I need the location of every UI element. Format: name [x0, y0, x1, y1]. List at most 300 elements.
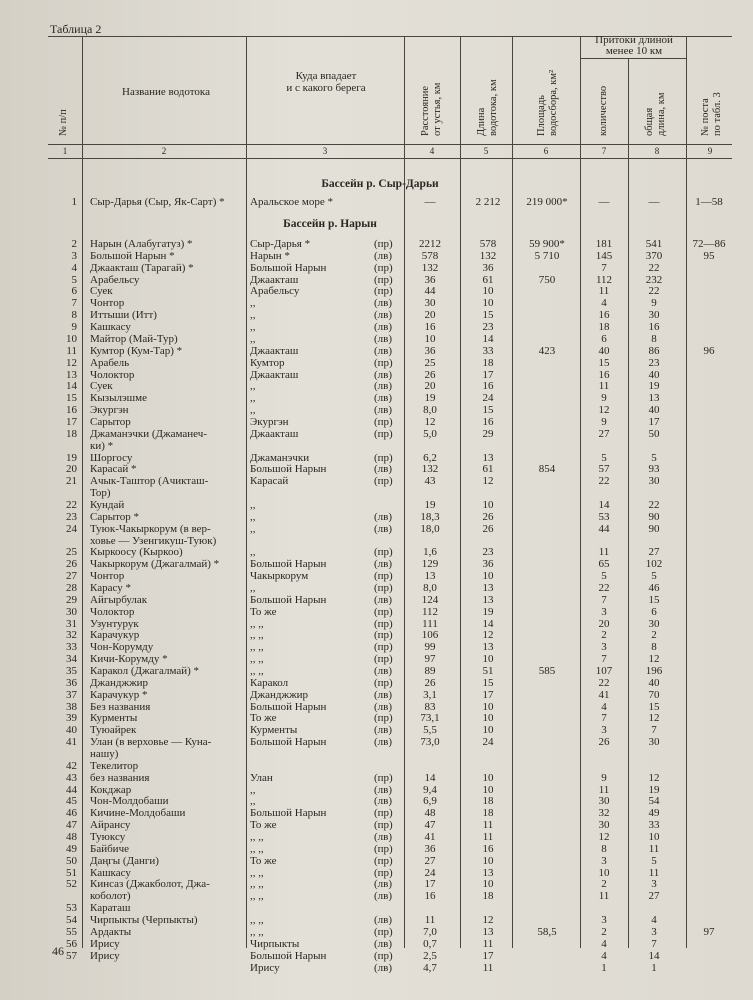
cell-dist: 83: [424, 700, 436, 713]
cell-dist: 5,0: [423, 427, 437, 440]
table-row: [0, 196, 753, 208]
cell-dist: 106: [421, 629, 439, 642]
cell-name: Кинсаз (Джакболот, Джа-: [90, 878, 210, 891]
cell-side: (пр): [374, 261, 393, 274]
cell-count: 2: [601, 878, 607, 891]
cell-count: 18: [598, 321, 610, 333]
cell-len: 24: [482, 736, 494, 749]
cell-name: Сарытор: [90, 415, 131, 428]
header-area-1: Площадь: [536, 95, 547, 136]
cell-len: 13: [482, 925, 494, 938]
cell-len: 23: [482, 321, 494, 333]
cell-total-length: 11: [648, 866, 660, 879]
table-row: [0, 463, 753, 475]
table-row: [0, 760, 753, 772]
cell-into: Джаакташ: [250, 273, 299, 286]
colnum-4: 4: [429, 146, 435, 156]
table-row: [0, 606, 753, 618]
cell-side: (лв): [374, 878, 393, 891]
cell-total-length: 27: [648, 890, 660, 903]
cell-no: 31: [66, 617, 77, 630]
cell-side: (пр): [374, 842, 393, 855]
header-dist-2: от устья, км: [432, 82, 443, 136]
cell-len: 14: [482, 617, 494, 630]
cell-no: 32: [66, 629, 77, 642]
cell-into: Большой Нарын: [250, 700, 327, 713]
cell-side: (лв): [374, 368, 393, 381]
table-row: [0, 333, 753, 345]
cell-no: 56: [66, 937, 77, 950]
cell-total-length: 30: [648, 475, 660, 488]
cell-post: 72—86: [692, 238, 726, 250]
cell-count: 9: [601, 392, 607, 405]
cell-count: 22: [598, 581, 610, 594]
cell-into: Карасай: [250, 475, 289, 488]
cell-count: 26: [598, 736, 610, 749]
cell-count: 11: [598, 380, 610, 393]
cell-count: 6: [601, 332, 607, 345]
table-row: [0, 653, 753, 665]
cell-no: 24: [66, 522, 77, 535]
cell-total-length: 19: [648, 380, 660, 393]
header-post-1: № поста: [700, 98, 711, 136]
cell-name: Иттыши (Итт): [90, 309, 157, 322]
cell-len: 10: [482, 498, 494, 511]
cell-side: (лв): [374, 249, 393, 262]
cell-side: (пр): [374, 570, 393, 583]
cell-count: 9: [601, 415, 607, 428]
cell-into: Улан: [250, 771, 273, 784]
cell-name: Байбиче: [90, 842, 129, 855]
cell-dist: 36: [424, 273, 436, 286]
cell-no: 15: [66, 392, 77, 405]
cell-len: 15: [482, 309, 494, 322]
cell-into: ,,: [250, 510, 256, 523]
cell-name: Арабельсу: [90, 273, 140, 286]
cell-no: 57: [66, 949, 77, 962]
cell-total-length: 11: [648, 842, 660, 855]
cell-dist: 27: [424, 854, 436, 867]
cell-total-length: 30: [648, 617, 660, 630]
cell-no: 42: [66, 759, 77, 772]
header-len-2: водотока, км: [488, 79, 499, 136]
cell-dist: 26: [424, 368, 436, 381]
cell-no: 21: [66, 475, 77, 488]
cell-area: 5 710: [534, 249, 560, 262]
cell-side: (лв): [374, 332, 393, 345]
cell-into: Экургэн: [250, 415, 289, 428]
cell-side: (пр): [374, 676, 393, 689]
cell-side: (пр): [374, 653, 393, 666]
cell-len: 61: [482, 463, 494, 476]
cell-no: 9: [71, 321, 77, 333]
cell-dist: 132: [421, 261, 439, 274]
cell-name: Туюксу: [90, 831, 126, 843]
cell-area: 854: [538, 463, 556, 476]
cell-len: 578: [479, 238, 497, 250]
cell-count: 44: [598, 522, 610, 535]
cell-dist: 25: [424, 356, 436, 369]
cell-area: 58,5: [537, 925, 557, 938]
cell-len: 10: [482, 724, 494, 737]
cell-into: Чирпыкты: [250, 937, 300, 950]
cell-side: (лв): [374, 404, 393, 416]
cell-dist: 10: [424, 332, 436, 345]
cell-side: (лв): [374, 309, 393, 322]
cell-side: (лв): [374, 700, 393, 713]
table-row: [0, 535, 753, 547]
cell-no: 10: [66, 332, 77, 345]
table-row: [0, 712, 753, 724]
cell-name: Карасу *: [90, 581, 131, 594]
cell-into: Джанджжир: [250, 688, 309, 701]
cell-dist: 111: [422, 617, 438, 630]
cell-count: 15: [598, 356, 610, 369]
cell-side: (лв): [374, 736, 393, 749]
table-row: [0, 404, 753, 416]
table-row: [0, 950, 753, 962]
cell-no: 11: [66, 344, 77, 357]
cell-name: Даңгы (Данги): [90, 854, 159, 867]
colnum-2: 2: [161, 146, 167, 156]
cell-count: 3: [601, 724, 607, 737]
cell-total-length: 3: [651, 925, 657, 938]
cell-name: нашу): [90, 748, 119, 760]
cell-dist: 99: [424, 641, 436, 654]
cell-count: 11: [598, 783, 610, 796]
cell-no: 39: [66, 712, 77, 725]
cell-into: ,,: [250, 795, 256, 808]
cell-total-length: 196: [645, 665, 663, 677]
cell-len: 17: [482, 688, 494, 701]
cell-dist: 36: [424, 842, 436, 855]
cell-no: 35: [66, 665, 77, 677]
cell-dist: 112: [421, 605, 439, 618]
cell-dist: —: [424, 196, 436, 208]
cell-len: 18: [482, 807, 494, 820]
cell-no: 4: [71, 261, 77, 274]
cell-side: (лв): [374, 831, 393, 843]
cell-name: Айгырбулак: [90, 593, 148, 606]
cell-total-length: 13: [648, 392, 660, 405]
cell-len: 10: [482, 878, 494, 891]
cell-into: То же: [250, 605, 277, 618]
cell-count: 7: [601, 653, 607, 666]
cell-dist: 16: [424, 321, 436, 333]
cell-no: 34: [66, 653, 77, 666]
table-row: [0, 736, 753, 748]
cell-side: (лв): [374, 510, 393, 523]
header-len-1: Длина: [476, 107, 487, 136]
header-bottom-rule: [48, 158, 732, 159]
cell-count: 2: [601, 925, 607, 938]
cell-side: (пр): [374, 427, 393, 440]
cell-total-length: 7: [651, 937, 657, 950]
cell-total-length: 7: [651, 724, 657, 737]
table-row: [0, 582, 753, 594]
cell-name: Курменты: [90, 712, 138, 725]
table-row: [0, 499, 753, 511]
cell-count: 32: [598, 807, 610, 820]
cell-name: без названия: [90, 771, 150, 784]
cell-into: ,,: [250, 392, 256, 405]
cell-count: 4: [601, 297, 607, 310]
cell-len: 10: [482, 700, 494, 713]
cell-into: Большой Нарын: [250, 558, 327, 571]
cell-len: 10: [482, 783, 494, 796]
cell-dist: 17: [424, 878, 436, 891]
cell-no: 17: [66, 415, 77, 428]
cell-side: (пр): [374, 925, 393, 938]
cell-count: 1: [601, 961, 607, 974]
table-row: [0, 274, 753, 286]
cell-name: Карачукур: [90, 629, 140, 642]
cell-total-length: 23: [648, 356, 660, 369]
cell-count: 40: [598, 344, 610, 357]
cell-count: 16: [598, 309, 610, 322]
cell-name: Суек: [90, 285, 113, 298]
cell-side: (пр): [374, 807, 393, 820]
cell-into: Джаакташ: [250, 368, 299, 381]
cell-dist: 11: [424, 914, 436, 926]
cell-dist: 5,5: [423, 724, 437, 737]
cell-len: 10: [482, 854, 494, 867]
cell-len: 13: [482, 451, 494, 464]
cell-total-length: 10: [648, 831, 660, 843]
cell-into: Сыр-Дарья *: [250, 238, 311, 250]
cell-post: 97: [703, 925, 715, 938]
cell-area: 423: [538, 344, 556, 357]
header-trib-2: менее 10 км: [605, 45, 663, 57]
cell-side: (лв): [374, 392, 393, 405]
cell-no: 26: [66, 558, 77, 571]
cell-dist: 12: [424, 415, 436, 428]
cell-count: 53: [598, 510, 610, 523]
table-row: [0, 594, 753, 606]
cell-into: Большой Нарын: [250, 463, 327, 476]
cell-side: (пр): [374, 629, 393, 642]
header-into-1: Куда впадает: [295, 70, 357, 82]
cell-side: (лв): [374, 593, 393, 606]
cell-no: 36: [66, 676, 77, 689]
header-into-2: и с какого берега: [286, 82, 366, 94]
cell-into: То же: [250, 854, 277, 867]
table-row: [0, 819, 753, 831]
cell-side: (лв): [374, 344, 393, 357]
cell-no: 41: [66, 736, 77, 749]
table-row: [0, 795, 753, 807]
cell-total-length: 40: [648, 676, 660, 689]
cell-dist: 7,0: [423, 925, 437, 938]
cell-side: (пр): [374, 866, 393, 879]
cell-count: 7: [601, 261, 607, 274]
table-row: [0, 523, 753, 535]
cell-no: 23: [66, 510, 77, 523]
cell-into: ,,: [250, 297, 256, 310]
cell-len: 2 212: [475, 196, 501, 208]
header-trib-1: Притоки длиной: [595, 34, 673, 46]
cell-dist: 13: [424, 570, 436, 583]
cell-into: ,,: [250, 309, 256, 322]
cell-no: 16: [66, 404, 77, 416]
cell-name: Текелитор: [90, 759, 139, 772]
cell-into: Арабельсу: [250, 285, 300, 298]
cell-len: 12: [482, 629, 494, 642]
cell-total-length: 12: [648, 653, 660, 666]
cell-total-length: 40: [648, 404, 660, 416]
cell-total-length: 3: [651, 878, 657, 891]
cell-name: Чонтор: [90, 297, 125, 310]
cell-side: (лв): [374, 724, 393, 737]
cell-total-length: 30: [648, 309, 660, 322]
cell-count: 2: [601, 629, 607, 642]
cell-count: 10: [598, 866, 610, 879]
colnum-8: 8: [654, 146, 660, 156]
cell-len: 33: [482, 344, 494, 357]
cell-side: (пр): [374, 356, 393, 369]
cell-count: 11: [598, 285, 610, 298]
cell-count: 181: [595, 238, 613, 250]
cell-total-length: 5: [651, 451, 657, 464]
cell-total-length: 90: [648, 522, 660, 535]
cell-count: 11: [598, 890, 610, 903]
cell-total-length: 86: [648, 344, 660, 357]
cell-no: 50: [66, 854, 77, 867]
table-row: [0, 867, 753, 879]
table-row: [0, 689, 753, 701]
cell-into: Джаакташ: [250, 427, 299, 440]
cell-count: 3: [601, 605, 607, 618]
cell-no: 54: [66, 914, 77, 926]
cell-no: 49: [66, 842, 77, 855]
cell-name: Карачукур *: [90, 688, 148, 701]
colnum-3: 3: [322, 146, 328, 156]
table-row: [0, 701, 753, 713]
cell-len: 51: [482, 665, 494, 677]
cell-side: (лв): [374, 665, 393, 677]
cell-name: Чирпыкты (Черпыкты): [90, 914, 198, 926]
cell-side: (пр): [374, 546, 393, 559]
cell-no: 3: [71, 249, 77, 262]
cell-len: 10: [482, 653, 494, 666]
cell-into: ,, ,,: [250, 831, 264, 843]
cell-name: Караташ: [90, 902, 131, 915]
cell-len: 13: [482, 593, 494, 606]
cell-dist: 19: [424, 498, 436, 511]
cell-name: Туюк-Чакыркорум (в вер-: [90, 522, 211, 535]
cell-name: Экургэн: [90, 404, 129, 416]
cell-dist: 19: [424, 392, 436, 405]
cell-len: 10: [482, 771, 494, 784]
cell-into: Ирису: [250, 961, 280, 974]
cell-dist: 43: [424, 475, 436, 488]
table-row: [0, 392, 753, 404]
cell-count: 11: [598, 546, 610, 559]
cell-side: (пр): [374, 771, 393, 784]
cell-count: —: [598, 196, 610, 208]
cell-len: 16: [482, 842, 494, 855]
cell-count: 65: [598, 558, 610, 571]
cell-into: ,, ,,: [250, 890, 264, 903]
cell-len: 16: [482, 415, 494, 428]
cell-side: (лв): [374, 783, 393, 796]
cell-into: ,, ,,: [250, 878, 264, 891]
cell-len: 11: [482, 831, 494, 843]
cell-no: 55: [66, 925, 77, 938]
cell-len: 19: [482, 605, 494, 618]
cell-len: 10: [482, 712, 494, 725]
cell-total-length: 12: [648, 712, 660, 725]
cell-side: (пр): [374, 819, 393, 832]
table-row: [0, 784, 753, 796]
cell-len: 13: [482, 641, 494, 654]
cell-name: Кашкасу: [90, 866, 131, 879]
cell-name: Без названия: [90, 700, 151, 713]
cell-into: ,,: [250, 321, 256, 333]
cell-no: 45: [66, 795, 77, 808]
cell-dist: 18,0: [420, 522, 440, 535]
cell-name: Кашкасу: [90, 321, 131, 333]
cell-dist: 44: [424, 285, 436, 298]
cell-name: Кичи-Корумду *: [90, 653, 168, 666]
cell-len: 36: [482, 558, 494, 571]
table-row: [0, 831, 753, 843]
cell-into: Чакыркорум: [250, 570, 309, 583]
colnum-5: 5: [483, 146, 489, 156]
cell-count: 14: [598, 498, 610, 511]
table-row: [0, 629, 753, 641]
cell-count: 57: [598, 463, 610, 476]
cell-dist: 36: [424, 344, 436, 357]
section-naryn: Бассейн р. Нарын: [283, 218, 377, 230]
table-row: [0, 677, 753, 689]
cell-no: 46: [66, 807, 77, 820]
cell-name: Айрансу: [90, 819, 131, 832]
cell-side: (лв): [374, 890, 393, 903]
cell-no: 28: [66, 581, 77, 594]
section-syrdarya: Бассейн р. Сыр-Дарьи: [321, 178, 439, 190]
cell-total-length: 102: [645, 558, 663, 571]
cell-name: Карасай *: [90, 463, 137, 476]
cell-name: Ирису: [90, 949, 120, 962]
table-row: [0, 938, 753, 950]
cell-into: Большой Нарын: [250, 807, 327, 820]
cell-no: 38: [66, 700, 77, 713]
cell-count: 7: [601, 712, 607, 725]
cell-name: Майтор (Май-Тур): [90, 332, 178, 345]
cell-count: 5: [601, 451, 607, 464]
cell-count: 12: [598, 404, 610, 416]
cell-count: 16: [598, 368, 610, 381]
cell-len: 11: [482, 937, 494, 950]
table-row: [0, 250, 753, 262]
cell-total-length: 9: [651, 297, 657, 310]
cell-into: ,, ,,: [250, 629, 264, 642]
header-total-2: длина, км: [656, 92, 667, 136]
tributary-subheader-rule: [580, 58, 686, 59]
cell-len: 61: [482, 273, 494, 286]
cell-no: 47: [66, 819, 77, 832]
cell-side: (лв): [374, 558, 393, 571]
cell-count: 4: [601, 700, 607, 713]
table-row: [0, 428, 753, 440]
cell-total-length: 22: [648, 261, 660, 274]
table-row: [0, 511, 753, 523]
cell-total-length: 2: [651, 629, 657, 642]
cell-count: 30: [598, 795, 610, 808]
cell-len: 18: [482, 890, 494, 903]
cell-into: Джаманэчки: [250, 451, 310, 464]
